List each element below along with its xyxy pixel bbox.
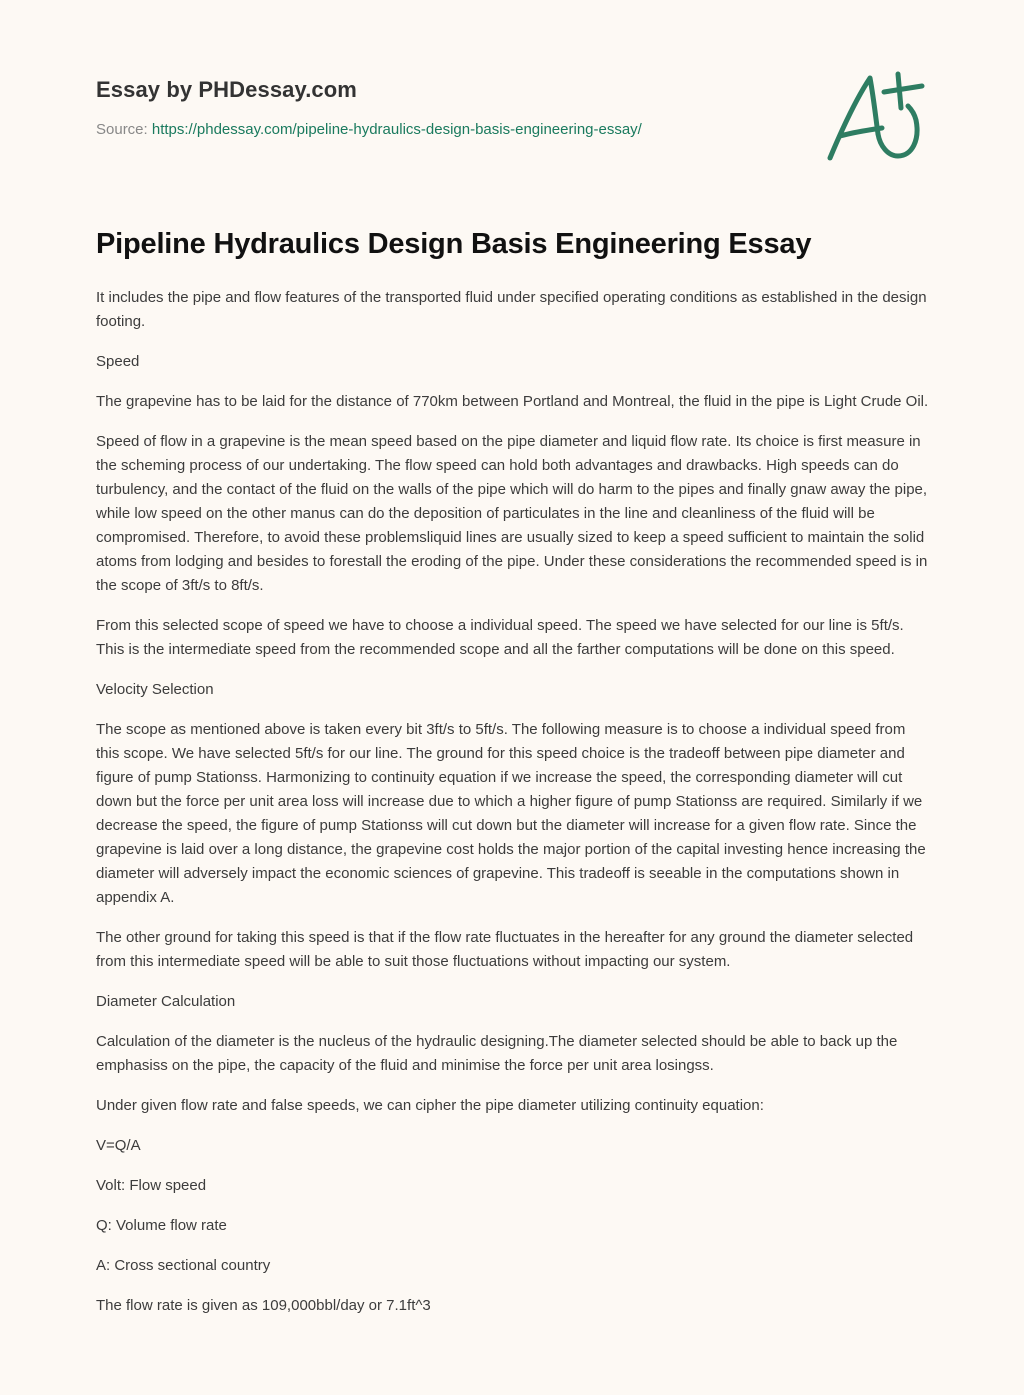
definition: Volt: Flow speed bbox=[96, 1177, 207, 1194]
paragraph: The flow rate is given as 109,000bbl/day or 7.1ft^3 bbox=[96, 1297, 431, 1314]
a-plus-grade-icon bbox=[818, 64, 934, 168]
paragraph: The scope as mentioned above is taken every bit 3ft/s to 5ft/s. The following measure is to choose a individual speed from this scope. We have selected 5ft/s for our line. The ground for this speed choice is the tradeoff between pipe diameter and figure of pump Stationss. Harmonizing to continuity equation if we increase the speed, the corresponding diameter will cut down but the force per unit area loss will increase due to which a higher figure of pump Stationss are required. Similarly if we decrease the speed, the figure of pump Stationss will cut down but the diameter will increase for a given flow rate. Since the grapevine is laid over a long distance, the grapevine cost holds the major portion of the capital investing hence increasing the diameter will adversely impact the economic sciences of grapevine. This tradeoff is seeable in the computations shown in appendix A. bbox=[96, 721, 926, 906]
essay-header bbox=[96, 74, 736, 140]
paragraph: Under given flow rate and false speeds, we can cipher the pipe diameter utilizing continuity equation: bbox=[96, 1097, 764, 1114]
section-heading-speed: Speed bbox=[96, 353, 140, 370]
essay-body bbox=[96, 224, 930, 1334]
essay-title: Pipeline Hydraulics Design Basis Engineering Essay bbox=[96, 228, 812, 260]
source-line bbox=[96, 120, 736, 140]
section-heading-diameter-calculation: Diameter Calculation bbox=[96, 993, 236, 1010]
section-heading-velocity-selection: Velocity Selection bbox=[96, 681, 214, 698]
source-link[interactable]: https://phdessay.com/pipeline-hydraulics-design-basis-engineering-essay/ bbox=[151, 121, 642, 138]
paragraph: The other ground for taking this speed is that if the flow rate fluctuates in the hereafter for any ground the diameter selected from this intermediate speed will be able to suit those fluctuations without impacting our system. bbox=[96, 929, 914, 970]
paragraph: From this selected scope of speed we have to choose a individual speed. The speed we have selected for our line is 5ft/s. This is the intermediate speed from the recommended scope and all the farther computations will be done on this speed. bbox=[96, 617, 904, 658]
paragraph-intro: It includes the pipe and flow features of the transported fluid under specified operating conditions as established in the design footing. bbox=[96, 289, 927, 330]
site-brand: Essay by PHDessay.com bbox=[96, 77, 357, 102]
source-label: Source: bbox=[96, 121, 152, 138]
paragraph: Calculation of the diameter is the nucleus of the hydraulic designing.The diameter selected should be able to back up the emphasiss on the pipe, the capacity of the fluid and minimise the force per unit area losingss. bbox=[96, 1033, 898, 1074]
definition: Q: Volume flow rate bbox=[96, 1217, 227, 1234]
equation: V=Q/A bbox=[96, 1137, 141, 1154]
paragraph: The grapevine has to be laid for the distance of 770km between Portland and Montreal, the fluid in the pipe is Light Crude Oil. bbox=[96, 393, 929, 410]
paragraph: Speed of flow in a grapevine is the mean speed based on the pipe diameter and liquid flow rate. Its choice is first measure in the scheming process of our undertaking. The flow speed can hold both advantages and drawbacks. High speeds can do turbulency, and the contact of the fluid on the walls of the pipe which will do harm to the pipes and finally gnaw away the pipe, while low speed on the other manus can do the deposition of particulates in the line and cleanliness of the fluid will be compromised. Therefore, to avoid these problemsliquid lines are usually sized to keep a speed sufficient to maintain the solid atoms from lodging and besides to forestall the eroding of the pipe. Under these considerations the recommended speed is in the scope of 3ft/s to 8ft/s. bbox=[96, 433, 928, 594]
definition: A: Cross sectional country bbox=[96, 1257, 271, 1274]
